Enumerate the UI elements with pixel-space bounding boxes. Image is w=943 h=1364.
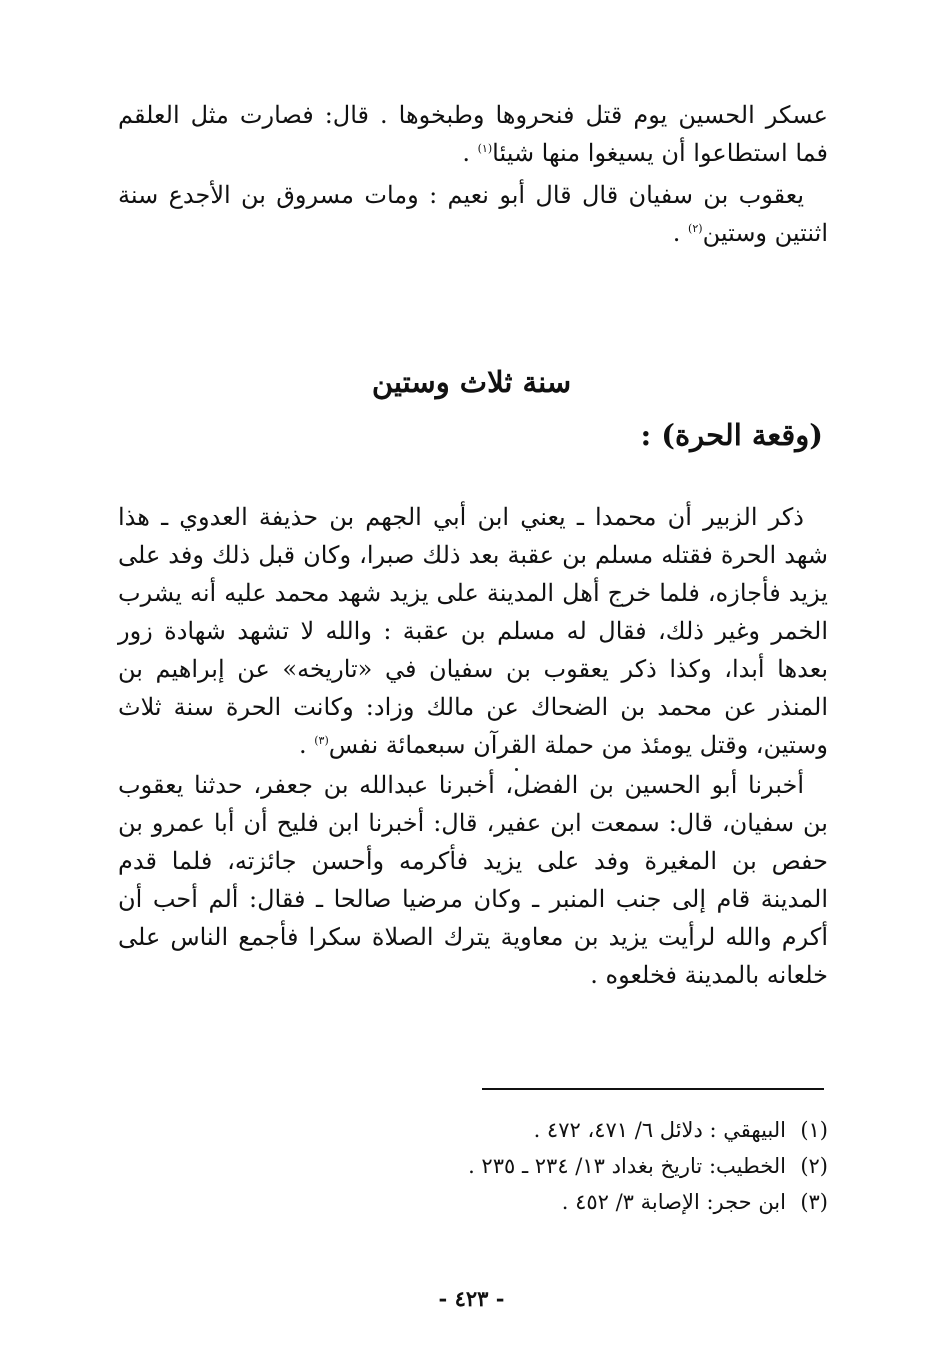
ink-speck bbox=[515, 768, 518, 771]
section-heading-year: سنة ثلاث وستين bbox=[371, 365, 572, 399]
paragraph-top-1 bbox=[118, 96, 828, 172]
paragraph-main-1 bbox=[118, 498, 828, 764]
paragraph-end: . bbox=[462, 139, 478, 167]
paragraph-end: . bbox=[672, 219, 689, 247]
footnotes-section bbox=[268, 1112, 828, 1220]
paragraph-main-2 bbox=[118, 766, 828, 994]
section-heading-event: (وقعة الحرة) : bbox=[640, 418, 823, 452]
paragraph-top-2 bbox=[118, 176, 828, 252]
footnote-marker-1[interactable]: (١) bbox=[477, 142, 493, 155]
paragraph-text: عسكر الحسين يوم قتل فنحروها وطبخوها . قال: فصارت مثل العلقم فما استطاعوا أن يسيغوا منها شيئا bbox=[118, 101, 828, 167]
footnote-number: (١) bbox=[800, 1118, 828, 1142]
footnote-number: (٣) bbox=[800, 1190, 828, 1214]
footnote-text: البيهقي : دلائل ٦/ ٤٧١، ٤٧٢ . bbox=[533, 1118, 786, 1142]
footnote-separator bbox=[482, 1088, 824, 1090]
main-text-block bbox=[118, 498, 828, 994]
footnote-text: ابن حجر: الإصابة ٣/ ٤٥٢ . bbox=[561, 1190, 786, 1214]
paragraph-text: يعقوب بن سفيان قال قال أبو نعيم : ومات مسروق بن الأجدع سنة اثنتين وستين bbox=[118, 181, 828, 247]
page-number: - ٤٢٣ - bbox=[438, 1286, 505, 1311]
footnote-marker-3[interactable]: (٣) bbox=[314, 734, 329, 747]
footnote-text: الخطيب: تاريخ بغداد ١٣/ ٢٣٤ ـ ٢٣٥ . bbox=[468, 1154, 786, 1178]
paragraph-end: . bbox=[298, 731, 315, 759]
footnote-1 bbox=[268, 1112, 828, 1148]
footnote-number: (٢) bbox=[800, 1154, 828, 1178]
footnote-marker-2[interactable]: (٢) bbox=[688, 222, 703, 235]
top-text-block bbox=[118, 96, 828, 252]
paragraph-text: أخبرنا أبو الحسين بن الفضل، أخبرنا عبدالله بن جعفر، حدثنا يعقوب بن سفيان، قال: سمعت ابن عفير، قال: أخبرنا ابن فليح أن أبا عمرو بن حفص بن المغيرة وفد على يزيد فأكرمه وأحسن جائزته، فلما قدم المدينة قام إلى جنب المنبر ـ وكان مرضيا صالحا ـ فقال: ألم أحب أن أكرم والله لرأيت يزيد بن معاوية يترك الصلاة سكرا فأجمع الناس على خلعانه بالمدينة فخلعوه . bbox=[118, 771, 828, 989]
paragraph-text: ذكر الزبير أن محمدا ـ يعني ابن أبي الجهم بن حذيفة العدوي ـ هذا شهد الحرة فقتله مسلم بن عقبة بعد ذلك صبرا، وكان قبل ذلك وفد على يزيد فأجازه، فلما خرج أهل المدينة على يزيد شهد محمد عليه أنه يشرب الخمر وغير ذلك، فقال له مسلم بن عقبة : والله لا تشهد شهادة زور بعدها أبدا، وكذا ذكر يعقوب بن سفيان في «تاريخه» عن إبراهيم بن المنذر عن محمد بن الضحاك عن مالك وزاد: وكانت الحرة سنة ثلاث وستين، وقتل يومئذ من حملة القرآن سبعمائة نفس bbox=[118, 503, 829, 759]
footnote-3 bbox=[268, 1184, 828, 1220]
footnote-2 bbox=[268, 1148, 828, 1184]
